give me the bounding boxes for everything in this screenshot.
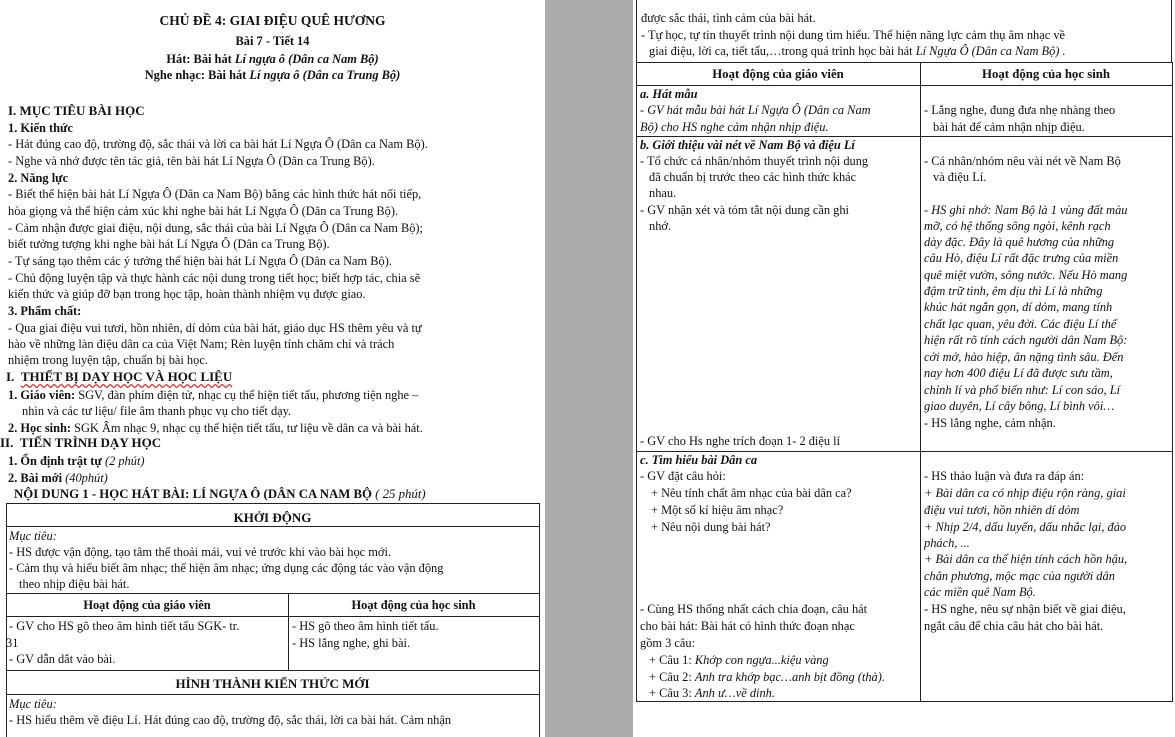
section-2-text: THIẾT BỊ DẠY HỌC VÀ HỌC LIỆU xyxy=(20,369,233,384)
part-b-student-10: chất lạc quan, yêu đời. Các điệu Lí thể xyxy=(924,317,1117,331)
part-b-student-6: câu Hò, điệu Lí rất đặc trưng của miền xyxy=(924,251,1119,265)
part-b-student-1: - Cá nhân/nhóm nêu vài nét về Nam Bộ xyxy=(924,154,1121,168)
part-b-student-14: chỉnh lí và phổ biến như: Lí con sáo, Lí xyxy=(924,383,1121,397)
objective-self-study: - Tự học, tự tin thuyết trình nội dung tìm hiểu. Thể hiện năng lực cảm thụ âm nhạc về xyxy=(641,28,1066,42)
part-c-student-1: - HS thảo luận và đưa ra đáp án: xyxy=(924,469,1085,483)
part-c-teacher-3: + Một số kí hiệu âm nhạc? xyxy=(651,503,784,517)
listen-name: Lí ngựa ô (Dân ca Trung Bộ) xyxy=(249,68,401,82)
column-header-teacher: Hoạt động của giáo viên xyxy=(83,598,211,612)
student-activity-1b: - HS lắng nghe, ghi bài. xyxy=(292,636,411,650)
part-c-teacher-6: cho bài hát: Bài hát có hình thức đoạn nhạc xyxy=(640,619,855,633)
column-header-teacher: Hoạt động của giáo viên xyxy=(712,67,844,81)
competence-2b: biết tưởng tượng khi nghe bài hát Lí Ngựa Ô (Dân ca Trung Bộ). xyxy=(8,237,330,251)
part-b-student-5: dày đặc. Đây là quê hương của những xyxy=(924,235,1115,249)
competence-4a: - Chủ động luyện tập và thực hành các nội dung trong tiết học; biết hợp tác, chia sẽ xyxy=(8,271,421,285)
part-b-student-15: giao duyên, Lí cây bông, Lí bình vôi… xyxy=(924,399,1115,413)
part-c-student-10: ngắt câu để chia câu hát cho bài hát. xyxy=(924,619,1104,633)
student-activity-1a: - HS gõ theo âm hình tiết tấu. xyxy=(292,619,439,633)
part-b-student-9: khúc hát ngắn gọn, dí dỏm, mang tính xyxy=(924,300,1113,314)
competence-heading: 2. Năng lực xyxy=(8,171,69,185)
verse-2-label: + Câu 2: xyxy=(649,670,695,684)
table-column-divider xyxy=(920,62,921,701)
part-c-teacher-8 xyxy=(649,653,829,667)
quality-1a: - Qua giai điệu vui tươi, hồn nhiên, dí dỏm của bài hát, giáo dục HS thêm yêu và tự xyxy=(8,321,422,335)
competence-4b: kiến thức và giúp đỡ bạn trong học tập, hoàn thành nhiệm vụ được giao. xyxy=(8,287,366,301)
part-c-student-4: + Nhịp 2/4, dấu luyến, dấu nhắc lại, đảo xyxy=(924,520,1127,534)
student-label: 2. Học sinh: xyxy=(8,421,71,435)
part-c-student-5: phách, ... xyxy=(924,536,970,550)
part-c-teacher-9 xyxy=(649,670,885,684)
part-a-teacher-2: Bộ) cho HS nghe cảm nhận nhịp điệu. xyxy=(640,120,829,134)
song-name: Lí ngựa ô (Dân ca Nam Bộ) xyxy=(234,52,379,66)
part-b-student-16: - HS lắng nghe, cảm nhận. xyxy=(924,416,1056,430)
frame-right-edge xyxy=(1171,0,1172,62)
objective-label-2: Mục tiêu: xyxy=(9,697,57,711)
objective-self-study-2 xyxy=(649,44,1066,58)
warmup-objective-2a: - Cảm thụ và hiểu biết âm nhạc; thể hiện âm nhạc; ứng dụng các động tác vào vận động xyxy=(9,561,444,575)
part-c-teacher-7: gồm 3 câu: xyxy=(640,636,696,650)
section-1-title: I. MỤC TIÊU BÀI HỌC xyxy=(8,103,145,118)
part-c-teacher-10 xyxy=(649,686,775,700)
verse-2-text: Anh tra khớp bạc…anh bịt đồng (thà). xyxy=(694,670,885,684)
part-b-title: b. Giới thiệu vài nét về Nam Bộ và điệu Lí xyxy=(640,138,855,152)
part-b-teacher-5: nhớ. xyxy=(649,219,672,233)
song-prefix: Hát: Bài hát xyxy=(166,52,235,66)
part-b-student-8: đậm trữ tình, êm dịu thì Lí là những xyxy=(924,284,1103,298)
part-c-teacher-4: + Nêu nội dung bài hát? xyxy=(651,520,771,534)
teacher-equipment xyxy=(8,388,418,402)
verse-3-text: Anh ư…về dinh. xyxy=(694,686,775,700)
knowledge-1: - Hát đúng cao độ, trường độ, sắc thái và lời ca bài hát Lí Ngựa Ô (Dân ca Nam Bộ). xyxy=(8,137,428,151)
teacher-label: 1. Giáo viên: xyxy=(8,388,76,402)
part-b-teacher-2: đã chuẩn bị trước theo các hình thức khác xyxy=(649,170,857,184)
divider xyxy=(6,694,539,695)
teacher-text: SGV, đàn phím điện tử, nhạc cụ thể hiện tiết tấu, phương tiện nghe – xyxy=(75,388,419,402)
part-c-student-3: điệu vui tươi, hồn nhiên dí dỏm xyxy=(924,503,1080,517)
warmup-title: KHỞI ĐỘNG xyxy=(233,510,312,525)
divider xyxy=(6,526,539,527)
teacher-activity-1b: 31 xyxy=(6,636,19,650)
competence-1b: hòa giọng và thể hiện cảm xúc khi nghe bài hát Lí Ngựa Ô (Dân ca Trung Bộ). xyxy=(8,204,399,218)
warmup-objective-1: - HS được vận động, tạo tâm thế thoải mái, vui vẻ trước khi vào bài học mới. xyxy=(9,545,392,559)
content-1-text: NỘI DUNG 1 - HỌC HÁT BÀI: LÍ NGỰA Ô (DÂN CA NAM BỘ xyxy=(14,487,376,501)
content-1-title xyxy=(14,487,426,501)
section-3-number: II. xyxy=(0,435,14,450)
part-a-student-2: bài hát để cảm nhận nhịp điệu. xyxy=(933,120,1085,134)
part-b-teacher-1: - Tổ chức cá nhân/nhóm thuyết trình nội dung xyxy=(640,154,869,168)
part-b-student-12: cởi mở, hào hiệp, ân nặng tình sâu. Đến xyxy=(924,350,1124,364)
quality-1b: hào về những làn điệu dân ca của Việt Nam; Rèn luyện tính chăm chỉ và trách xyxy=(8,337,395,351)
document-page-right xyxy=(633,0,1175,737)
section-2-title xyxy=(6,370,232,384)
table-header-border xyxy=(6,616,539,617)
knowledge-heading: 1. Kiến thức xyxy=(8,121,73,135)
objective-text: giai điệu, lời ca, tiết tấu,…trong quá trình học bài hát xyxy=(649,44,916,58)
part-c-student-7: chân phương, mộc mạc của người dân xyxy=(924,569,1115,583)
verse-1-label: + Câu 1: xyxy=(649,653,695,667)
teacher-equipment-2: nhìn và các tư liệu/ file âm thanh phục vụ cho tiết dạy. xyxy=(22,404,292,418)
row-divider xyxy=(636,136,1172,137)
section-2-number: I. xyxy=(6,369,15,384)
part-c-student-9: - HS nghe, nêu sự nhận biết về giai điệu, xyxy=(924,602,1126,616)
step-1-time: (2 phút) xyxy=(104,454,145,468)
part-c-teacher-2: + Nêu tính chất âm nhạc của bài dân ca? xyxy=(651,486,852,500)
part-a-teacher-1: - GV hát mẫu bài hát Lí Ngựa Ô (Dân ca Nam xyxy=(640,103,871,117)
section-3-title xyxy=(0,436,161,450)
objective-song: Lí Ngựa Ô (Dân ca Nam Bộ) . xyxy=(915,44,1066,58)
part-c-teacher-5: - Cùng HS thống nhất cách chia đoạn, câu hát xyxy=(640,602,868,616)
verse-1-text: Khớp con ngựa...kiệu vàng xyxy=(694,653,829,667)
objective-label: Mục tiêu: xyxy=(9,529,57,543)
student-equipment xyxy=(8,421,423,435)
new-knowledge-title: HÌNH THÀNH KIẾN THỨC MỚI xyxy=(175,676,370,691)
document-page-left xyxy=(0,0,545,737)
part-b-student-11: hiện rất rõ tính cách người dân Nam Bộ: xyxy=(924,333,1128,347)
part-b-student-2: và điệu Lí. xyxy=(933,170,987,184)
frame-left-edge xyxy=(636,0,637,62)
part-b-teacher-6: - GV cho Hs nghe trích đoạn 1- 2 điệu lí xyxy=(640,434,841,448)
table-top-border xyxy=(6,593,539,594)
part-b-student-13: nay hơn 400 điệu Lí đã được sưu tầm, xyxy=(924,366,1113,380)
teacher-activity-1a: - GV cho HS gõ theo âm hình tiết tấu SGK- tr. xyxy=(9,619,240,633)
listen-prefix: Nghe nhạc: Bài hát xyxy=(144,68,250,82)
column-header-student: Hoạt động của học sinh xyxy=(981,67,1110,81)
step-1 xyxy=(8,454,145,468)
new-knowledge-objective: - HS hiểu thêm về điệu Lí. Hát đúng cao độ, trường độ, sắc thái, lời ca bài hát. Cảm nhận xyxy=(9,713,452,727)
objective-continued: được sắc thái, tình cảm của bài hát. xyxy=(641,11,816,25)
teacher-activity-1c: - GV dẫn dắt vào bài. xyxy=(9,652,116,666)
part-c-teacher-1: - GV đặt câu hỏi: xyxy=(640,469,726,483)
part-a-title: a. Hát mẫu xyxy=(640,87,698,101)
knowledge-2: - Nghe và nhớ được tên tác giả, tên bài hát Lí Ngựa Ô (Dân ca Trung Bộ). xyxy=(8,154,375,168)
row-divider xyxy=(636,451,1172,452)
part-b-student-7: quê miệt vườn, sông nước. Nếu Hò mang xyxy=(924,268,1128,282)
warmup-objective-2b: theo nhịp điệu bài hát. xyxy=(19,577,130,591)
song-line xyxy=(0,52,545,66)
part-b-student-4: mỡ, có hệ thống sông ngòi, kênh rạch xyxy=(924,219,1111,233)
part-c-student-8: các miền quê Nam Bộ. xyxy=(924,585,1036,599)
column-header-student: Hoạt động của học sinh xyxy=(351,598,476,612)
section-3-text: TIẾN TRÌNH DẠY HỌC xyxy=(19,435,162,450)
part-b-student-3: - HS ghi nhớ: Nam Bộ là 1 vùng đất màu xyxy=(924,203,1128,217)
competence-2a: - Cảm nhận được giai điệu, nội dung, sắc thái của bài Lí Ngựa Ô (Dân ca Nam Bộ); xyxy=(8,221,423,235)
step-2-time: (40phút) xyxy=(65,471,108,485)
part-c-student-6: + Bài dân ca thể hiện tính cách hồn hậu, xyxy=(924,552,1128,566)
verse-3-label: + Câu 3: xyxy=(649,686,695,700)
listen-line xyxy=(0,68,545,82)
step-2-label: 2. Bài mới xyxy=(8,471,66,485)
student-text: SGK Âm nhạc 9, nhạc cụ thể hiện tiết tấu, tư liệu về dân ca và bài hát. xyxy=(71,421,423,435)
table-bottom-border xyxy=(6,670,539,671)
part-b-teacher-3: nhau. xyxy=(649,186,677,200)
part-a-student-1: - Lắng nghe, đung đưa nhẹ nhàng theo xyxy=(924,103,1116,117)
quality-heading: 3. Phẩm chất: xyxy=(8,304,82,318)
lesson-number: Bài 7 - Tiết 14 xyxy=(235,34,310,48)
step-1-label: 1. Ổn định trật tự xyxy=(8,454,105,468)
table-header-border xyxy=(636,85,1172,86)
topic-title: CHỦ ĐỀ 4: GIAI ĐIỆU QUÊ HƯƠNG xyxy=(159,13,386,28)
part-c-title: c. Tìm hiểu bài Dân ca xyxy=(640,453,758,467)
competence-3: - Tự sáng tạo thêm các ý tưởng thể hiện bài hát Lí Ngựa Ô (Dân ca Nam Bộ). xyxy=(8,254,392,268)
part-c-student-2: + Bài dân ca có nhịp điệu rộn ràng, giai xyxy=(924,486,1126,500)
quality-1c: nhiệm trong luyện tập, chuẩn bị bài học. xyxy=(8,353,208,367)
content-1-time: ( 25 phút) xyxy=(375,487,426,501)
part-b-teacher-4: - GV nhận xét và tóm tắt nội dung cần ghi xyxy=(640,203,849,217)
competence-1a: - Biết thể hiện bài hát Lí Ngựa Ô (Dân ca Nam Bộ) bằng các hình thức hát nối tiếp, xyxy=(8,187,422,201)
step-2 xyxy=(8,471,108,485)
